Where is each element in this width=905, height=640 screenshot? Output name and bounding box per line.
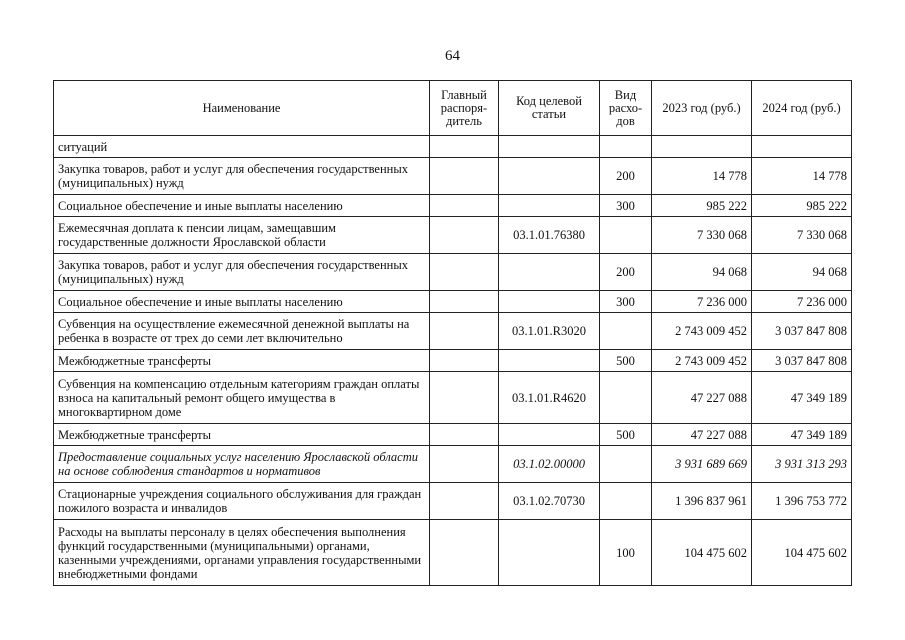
cell-2023: 47 227 088 bbox=[652, 424, 752, 446]
cell-name: Социальное обеспечение и иные выплаты населению bbox=[54, 195, 430, 217]
cell-kind: 300 bbox=[600, 195, 652, 217]
table-row bbox=[54, 313, 852, 350]
cell-2023: 94 068 bbox=[652, 254, 752, 291]
cell-2024: 7 330 068 bbox=[752, 217, 852, 254]
cell-name: Межбюджетные трансферты bbox=[54, 350, 430, 372]
cell-main-admin bbox=[430, 136, 499, 158]
cell-kind: 500 bbox=[600, 350, 652, 372]
cell-main-admin bbox=[430, 158, 499, 195]
cell-2024: 3 931 313 293 bbox=[752, 446, 852, 483]
cell-2023: 47 227 088 bbox=[652, 372, 752, 424]
table-row bbox=[54, 254, 852, 291]
cell-name: Стационарные учреждения социального обслуживания для граждан пожилого возраста и инвалидов bbox=[54, 483, 430, 520]
cell-code: 03.1.02.70730 bbox=[499, 483, 600, 520]
cell-code bbox=[499, 520, 600, 586]
cell-2024: 47 349 189 bbox=[752, 424, 852, 446]
cell-kind bbox=[600, 313, 652, 350]
cell-2023: 1 396 837 961 bbox=[652, 483, 752, 520]
header-name: Наименование bbox=[54, 81, 430, 136]
cell-code bbox=[499, 291, 600, 313]
cell-kind: 200 bbox=[600, 158, 652, 195]
table-row bbox=[54, 291, 852, 313]
cell-kind: 300 bbox=[600, 291, 652, 313]
cell-main-admin bbox=[430, 520, 499, 586]
cell-2023 bbox=[652, 136, 752, 158]
cell-main-admin bbox=[430, 291, 499, 313]
cell-2024: 14 778 bbox=[752, 158, 852, 195]
table-row bbox=[54, 483, 852, 520]
cell-2023: 985 222 bbox=[652, 195, 752, 217]
cell-code: 03.1.01.76380 bbox=[499, 217, 600, 254]
table-body bbox=[54, 136, 852, 586]
cell-2023: 14 778 bbox=[652, 158, 752, 195]
table-row bbox=[54, 158, 852, 195]
cell-code bbox=[499, 254, 600, 291]
cell-main-admin bbox=[430, 195, 499, 217]
cell-main-admin bbox=[430, 313, 499, 350]
cell-name: Социальное обеспечение и иные выплаты населению bbox=[54, 291, 430, 313]
cell-main-admin bbox=[430, 350, 499, 372]
header-2024: 2024 год (руб.) bbox=[752, 81, 852, 136]
cell-code: 03.1.02.00000 bbox=[499, 446, 600, 483]
cell-kind bbox=[600, 483, 652, 520]
table-row bbox=[54, 446, 852, 483]
cell-code bbox=[499, 195, 600, 217]
cell-kind bbox=[600, 217, 652, 254]
cell-kind: 500 bbox=[600, 424, 652, 446]
cell-2023: 104 475 602 bbox=[652, 520, 752, 586]
budget-table bbox=[53, 80, 852, 586]
table-row bbox=[54, 136, 852, 158]
page-number: 64 bbox=[445, 48, 460, 64]
table-header-row bbox=[54, 81, 852, 136]
cell-2024: 7 236 000 bbox=[752, 291, 852, 313]
cell-code: 03.1.01.R3020 bbox=[499, 313, 600, 350]
header-2023: 2023 год (руб.) bbox=[652, 81, 752, 136]
cell-code bbox=[499, 424, 600, 446]
cell-2024 bbox=[752, 136, 852, 158]
cell-name: Ежемесячная доплата к пенсии лицам, замещавшим государственные должности Ярославской области bbox=[54, 217, 430, 254]
cell-2024: 985 222 bbox=[752, 195, 852, 217]
table-row bbox=[54, 217, 852, 254]
cell-main-admin bbox=[430, 254, 499, 291]
table-row bbox=[54, 372, 852, 424]
cell-2023: 2 743 009 452 bbox=[652, 313, 752, 350]
table-row bbox=[54, 424, 852, 446]
cell-2023: 7 330 068 bbox=[652, 217, 752, 254]
cell-name: Субвенция на осуществление ежемесячной денежной выплаты на ребенка в возрасте от трех до семи лет включительно bbox=[54, 313, 430, 350]
table-row bbox=[54, 350, 852, 372]
cell-2024: 1 396 753 772 bbox=[752, 483, 852, 520]
header-code: Код целевой статьи bbox=[499, 81, 600, 136]
cell-2024: 3 037 847 808 bbox=[752, 350, 852, 372]
cell-main-admin bbox=[430, 372, 499, 424]
cell-kind: 200 bbox=[600, 254, 652, 291]
cell-code: 03.1.01.R4620 bbox=[499, 372, 600, 424]
cell-main-admin bbox=[430, 217, 499, 254]
cell-kind: 100 bbox=[600, 520, 652, 586]
table-row bbox=[54, 520, 852, 586]
cell-name: Закупка товаров, работ и услуг для обеспечения государственных (муниципальных) нужд bbox=[54, 158, 430, 195]
cell-name: Субвенция на компенсацию отдельным категориям граждан оплаты взноса на капитальный ремонт общего имущества в многоквартирном доме bbox=[54, 372, 430, 424]
header-kind: Вид расхо-дов bbox=[600, 81, 652, 136]
cell-main-admin bbox=[430, 483, 499, 520]
header-main-admin: Главный распоря-дитель bbox=[430, 81, 499, 136]
cell-kind bbox=[600, 446, 652, 483]
cell-kind bbox=[600, 136, 652, 158]
cell-name: Межбюджетные трансферты bbox=[54, 424, 430, 446]
cell-2023: 3 931 689 669 bbox=[652, 446, 752, 483]
table-row bbox=[54, 195, 852, 217]
cell-name: Предоставление социальных услуг населению Ярославской области на основе соблюдения стандартов и нормативов bbox=[54, 446, 430, 483]
cell-2024: 3 037 847 808 bbox=[752, 313, 852, 350]
cell-2024: 94 068 bbox=[752, 254, 852, 291]
cell-2024: 104 475 602 bbox=[752, 520, 852, 586]
cell-main-admin bbox=[430, 446, 499, 483]
cell-main-admin bbox=[430, 424, 499, 446]
cell-code bbox=[499, 350, 600, 372]
cell-name: Расходы на выплаты персоналу в целях обеспечения выполнения функций государственными (муниципальными) органами, казенными учреждениями, органами управления государственными внебюджетными фондами bbox=[54, 520, 430, 586]
cell-2023: 7 236 000 bbox=[652, 291, 752, 313]
cell-kind bbox=[600, 372, 652, 424]
cell-name: Закупка товаров, работ и услуг для обеспечения государственных (муниципальных) нужд bbox=[54, 254, 430, 291]
cell-2024: 47 349 189 bbox=[752, 372, 852, 424]
cell-code bbox=[499, 136, 600, 158]
cell-2023: 2 743 009 452 bbox=[652, 350, 752, 372]
cell-code bbox=[499, 158, 600, 195]
cell-name: ситуаций bbox=[54, 136, 430, 158]
